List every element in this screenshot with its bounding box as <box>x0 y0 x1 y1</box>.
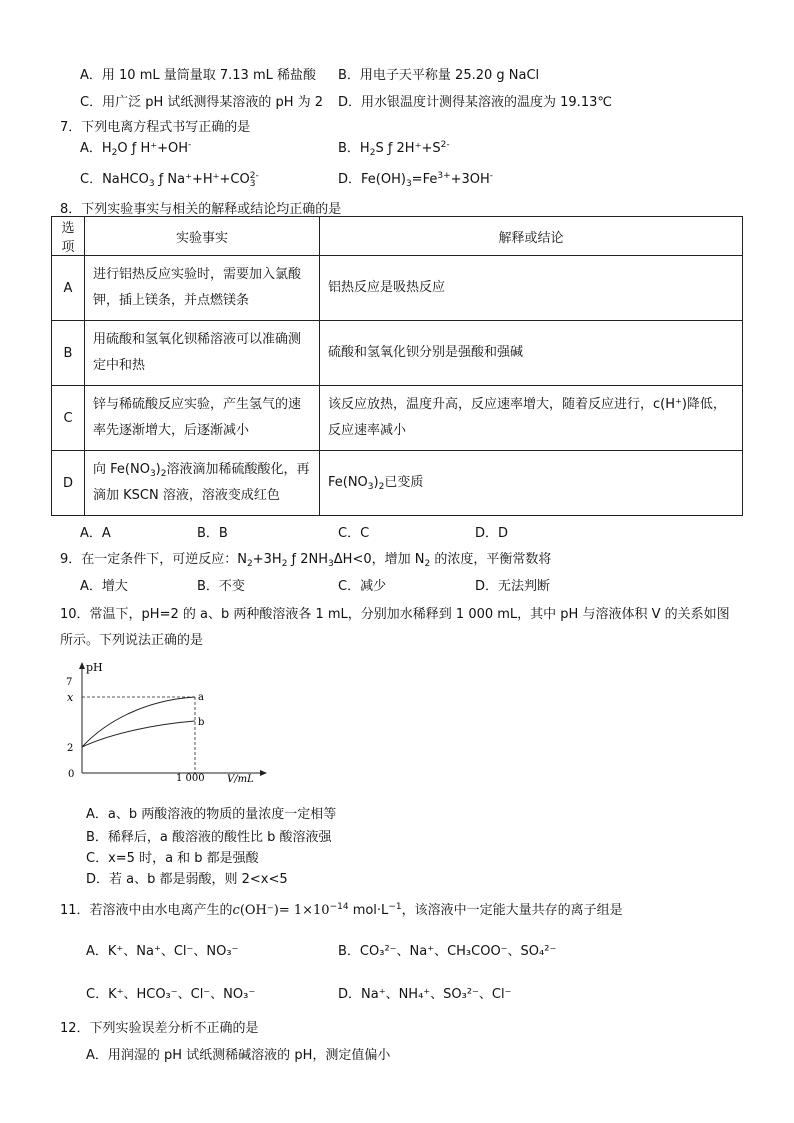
x-axis-arrow <box>260 770 267 776</box>
q6-option-d: D．用水银温度计测得某溶液的温度为 19.13℃ <box>338 95 612 110</box>
row-explanation: $Fe(NO_3)_2$已变质 <box>320 451 743 516</box>
q10-option-c: C．x=5 时，a 和 b 都是强酸 <box>86 851 259 866</box>
q10-option-a: A．a、b 两酸溶液的物质的量浓度一定相等 <box>86 807 337 822</box>
table-header-row <box>52 217 743 256</box>
table-row <box>52 386 743 451</box>
y-axis-arrow <box>79 662 85 669</box>
series-a-label: a <box>198 692 204 703</box>
row-option: C <box>52 386 85 451</box>
q11-stem: 11．若溶液中由水电离产生的$c(OH^-)= 1\times 10^{-14}$ $mol\cdot L^{-1}$，该溶液中一定能大量共存的离子组是 <box>60 902 623 918</box>
q8-option-b: B．B <box>197 526 228 541</box>
y-tick-7: 7 <box>66 677 73 688</box>
row-option: B <box>52 321 85 386</box>
q6-option-b: B．用电子天平称量 25.20 g NaCl <box>338 68 540 83</box>
q8-table <box>51 216 743 516</box>
row-fact: 进行铝热反应实验时，需要加入氯酸钾，插上镁条，并点燃镁条 <box>85 256 320 321</box>
row-option: D <box>52 451 85 516</box>
header-fact: 实验事实 <box>85 217 320 256</box>
q7-option-a: A．$H_2O$ ƒ H⁺+OH- <box>80 140 192 158</box>
q11-option-c: C．K⁺、HCO₃⁻、Cl⁻、NO₃⁻ <box>86 987 256 1002</box>
x-axis-label: V/mL <box>227 774 254 785</box>
header-explanation: 解释或结论 <box>320 217 743 256</box>
row-explanation: 该反应放热，温度升高，反应速率增大，随着反应进行，c(H⁺)降低，反应速率减小 <box>320 386 743 451</box>
row-explanation: 硫酸和氢氧化钡分别是强酸和强碱 <box>320 321 743 386</box>
q7-option-c: C．NaHCO$_3$ ƒ Na⁺+H⁺+CO 2- 3 <box>80 170 259 189</box>
ph-volume-chart <box>62 660 277 785</box>
series-b-label: b <box>198 717 205 728</box>
q9-option-c: C．减少 <box>338 579 387 594</box>
y-tick-x: x <box>67 691 74 704</box>
row-fact: 锌与稀硫酸反应实验，产生氢气的速率先逐渐增大，后逐渐减小 <box>85 386 320 451</box>
row-explanation: 铝热反应是吸热反应 <box>320 256 743 321</box>
y-tick-2: 2 <box>67 743 74 754</box>
row-fact: 向 $Fe(NO_3)_2$溶液滴加稀硫酸酸化，再滴加 KSCN 溶液，溶液变成红色 <box>85 451 320 516</box>
q12-option-a: A．用润湿的 pH 试纸测稀碱溶液的 pH，测定值偏小 <box>86 1048 391 1063</box>
series-a-line <box>82 697 195 747</box>
table-row <box>52 256 743 321</box>
row-fact: 用硫酸和氢氧化钡稀溶液可以准确测定中和热 <box>85 321 320 386</box>
x-tick-0: 0 <box>68 769 75 780</box>
q10-option-d: D．若 a、b 都是弱酸，则 2<x<5 <box>86 872 288 887</box>
table-row <box>52 321 743 386</box>
q7-option-d: D．$Fe(OH)_3=Fe^{3+}+3OH^-$ <box>338 171 494 189</box>
q8-option-d: D．D <box>475 526 509 541</box>
row-option: A <box>52 256 85 321</box>
q6-option-a: A．用 10 mL 量筒量取 7.13 mL 稀盐酸 <box>80 68 316 83</box>
q10-stem-line2: 所示。下列说法正确的是 <box>60 633 204 648</box>
q9-stem: 9．在一定条件下，可逆反应：$N_2+3H_2$ ƒ $2NH_3\Delta H<0$，增加 $N_2$ 的浓度，平衡常数将 <box>60 552 552 569</box>
q12-stem: 12．下列实验误差分析不正确的是 <box>60 1021 259 1036</box>
header-option: 选项 <box>52 217 85 256</box>
q11-option-d: D．Na⁺、NH₄⁺、SO₃²⁻、Cl⁻ <box>338 987 512 1002</box>
q10-option-b: B．稀释后，a 酸溶液的酸性比 b 酸溶液强 <box>86 830 332 845</box>
q8-option-a: A．A <box>80 526 111 541</box>
q11-option-b: B．CO₃²⁻、Na⁺、CH₃COO⁻、SO₄²⁻ <box>338 944 557 959</box>
x-tick-1000: 1 000 <box>176 773 205 784</box>
y-axis-label: pH <box>86 661 103 674</box>
q11-option-a: A．K⁺、Na⁺、Cl⁻、NO₃⁻ <box>86 944 239 959</box>
q9-option-d: D．无法判断 <box>475 579 551 594</box>
q7-option-b: B．$H_2S$ ƒ $2H^++S^{2-}$ <box>338 140 450 158</box>
q9-option-a: A．增大 <box>80 579 128 594</box>
q6-option-c: C．用广泛 pH 试纸测得某溶液的 pH 为 2 <box>80 95 324 110</box>
q8-stem: 8．下列实验事实与相关的解释或结论均正确的是 <box>60 202 342 217</box>
q10-stem-line1: 10．常温下，pH=2 的 a、b 两种酸溶液各 1 mL，分别加水稀释到 1 000 mL，其中 pH 与溶液体积 V 的关系如图 <box>60 607 730 622</box>
series-b-line <box>82 721 195 747</box>
q9-option-b: B．不变 <box>197 579 245 594</box>
table-row <box>52 451 743 516</box>
q8-option-c: C．C <box>338 526 370 541</box>
q7-stem: 7．下列电离方程式书写正确的是 <box>60 120 251 135</box>
